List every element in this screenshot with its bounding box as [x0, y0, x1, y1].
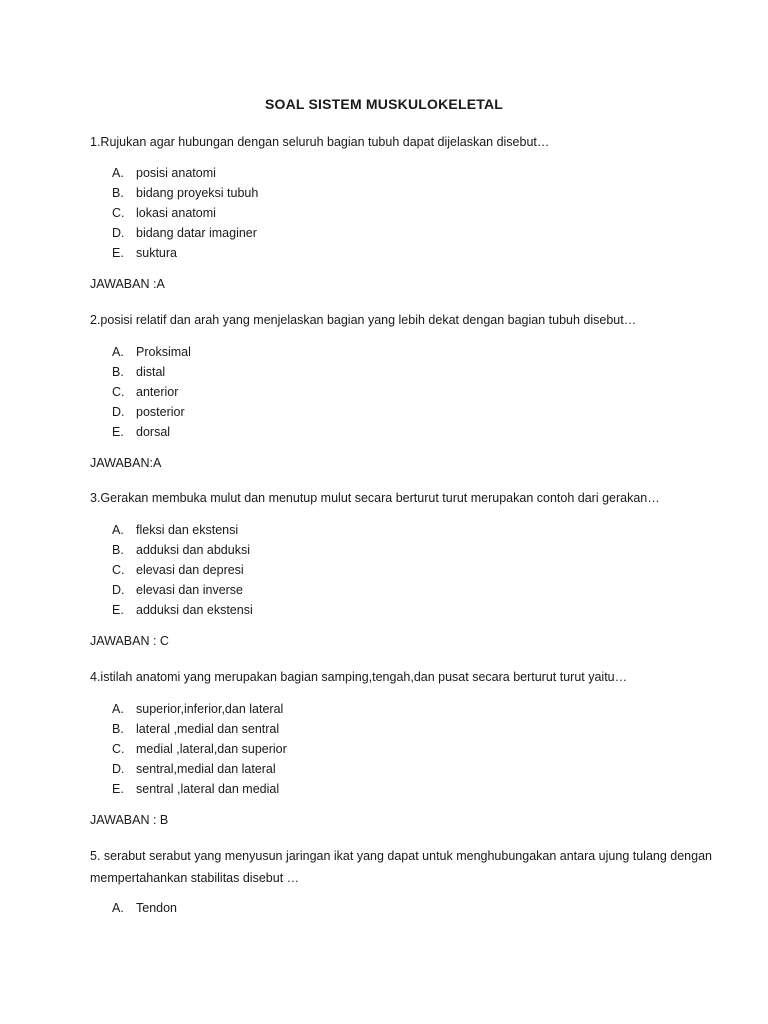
option-text: lokasi anatomi [136, 206, 216, 220]
answer-3: JAWABAN : C [90, 634, 169, 648]
option-item [112, 203, 258, 223]
answer-1: JAWABAN :A [90, 277, 165, 291]
option-letter: D. [112, 226, 125, 240]
option-text: lateral ,medial dan sentral [136, 722, 280, 736]
option-text: elevasi dan inverse [136, 583, 244, 597]
option-text: anterior [136, 385, 179, 399]
page-title: SOAL SISTEM MUSKULOKELETAL [264, 96, 504, 112]
option-text: sentral ,lateral dan medial [136, 782, 280, 796]
option-letter: E. [112, 246, 124, 260]
option-text: fleksi dan ekstensi [136, 523, 239, 537]
option-letter: D. [112, 405, 125, 419]
option-item [112, 540, 253, 560]
option-letter: C. [112, 206, 125, 220]
option-text: adduksi dan ekstensi [136, 603, 253, 617]
option-text: dorsal [136, 425, 171, 439]
option-item [112, 243, 258, 263]
option-item [112, 779, 287, 799]
option-text: Tendon [136, 901, 178, 915]
option-letter: A. [112, 702, 124, 716]
option-text: posisi anatomi [136, 166, 216, 180]
option-text: Proksimal [136, 345, 191, 359]
answer-4: JAWABAN : B [90, 813, 169, 827]
question-1: 1.Rujukan agar hubungan dengan seluruh bagian tubuh dapat dijelaskan disebut… [90, 135, 550, 149]
option-letter: C. [112, 563, 125, 577]
question-2-options [112, 342, 191, 442]
option-letter: A. [112, 166, 124, 180]
option-letter: E. [112, 425, 124, 439]
option-letter: B. [112, 186, 124, 200]
question-5-options [112, 898, 177, 918]
option-item [112, 362, 191, 382]
option-item [112, 759, 287, 779]
option-letter: C. [112, 742, 125, 756]
question-4-options [112, 699, 287, 799]
option-letter: B. [112, 722, 124, 736]
question-1-options [112, 163, 258, 263]
option-text: medial ,lateral,dan superior [136, 742, 287, 756]
option-item [112, 580, 253, 600]
option-letter: E. [112, 782, 124, 796]
question-2: 2.posisi relatif dan arah yang menjelaskan bagian yang lebih dekat dengan bagian tubuh disebut… [90, 313, 637, 327]
option-text: bidang datar imaginer [136, 226, 257, 240]
option-letter: A. [112, 523, 124, 537]
option-text: bidang proyeksi tubuh [136, 186, 259, 200]
question-5: 5. serabut serabut yang menyusun jaringan ikat yang dapat untuk menghubungakan antara ujung tulang dengan mempertahankan stabilitas disebut … [90, 849, 712, 885]
option-letter: B. [112, 543, 124, 557]
answer-2: JAWABAN:A [90, 456, 162, 470]
option-text: elevasi dan depresi [136, 563, 244, 577]
option-text: posterior [136, 405, 185, 419]
option-item [112, 422, 191, 442]
option-text: sentral,medial dan lateral [136, 762, 276, 776]
option-item [112, 739, 287, 759]
option-item [112, 719, 287, 739]
option-item [112, 699, 287, 719]
option-letter: D. [112, 762, 125, 776]
question-3-options [112, 520, 253, 620]
option-text: distal [136, 365, 166, 379]
option-text: adduksi dan abduksi [136, 543, 250, 557]
option-text: suktura [136, 246, 177, 260]
option-item [112, 183, 258, 203]
option-item [112, 382, 191, 402]
option-item [112, 223, 258, 243]
option-letter: D. [112, 583, 125, 597]
option-letter: A. [112, 345, 124, 359]
option-item [112, 898, 177, 918]
option-item [112, 520, 253, 540]
option-text: superior,inferior,dan lateral [136, 702, 284, 716]
question-4: 4.istilah anatomi yang merupakan bagian samping,tengah,dan pusat secara berturut turut yaitu… [90, 670, 628, 684]
option-letter: E. [112, 603, 124, 617]
question-3: 3.Gerakan membuka mulut dan menutup mulut secara berturut turut merupakan contoh dari gerakan… [90, 491, 660, 505]
option-letter: B. [112, 365, 124, 379]
option-item [112, 560, 253, 580]
option-letter: A. [112, 901, 124, 915]
option-item [112, 342, 191, 362]
option-item [112, 163, 258, 183]
option-letter: C. [112, 385, 125, 399]
option-item [112, 600, 253, 620]
option-item [112, 402, 191, 422]
